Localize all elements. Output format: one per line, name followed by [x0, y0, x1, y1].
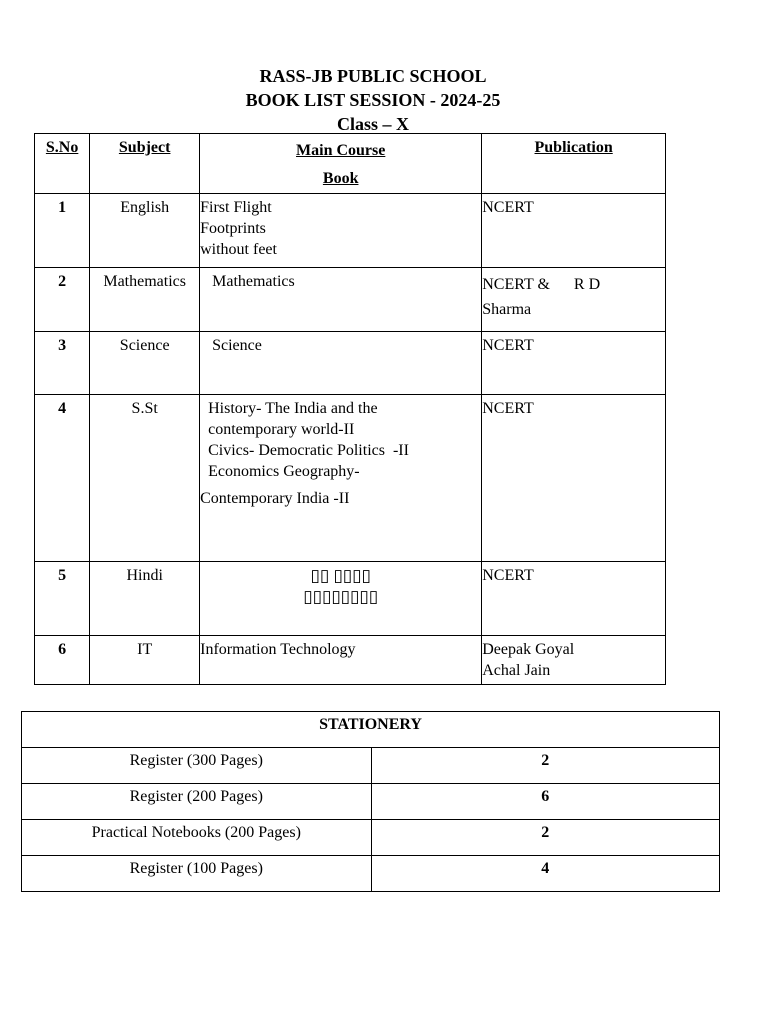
stationery-item: Register (100 Pages) — [22, 856, 372, 892]
table-row — [35, 332, 666, 395]
book-line-hindi: ▯▯▯▯▯▯▯▯ — [303, 587, 379, 606]
header-book-line1: Main Course — [296, 142, 386, 159]
row-publication — [482, 562, 666, 636]
book-line: Footprints — [200, 220, 266, 237]
stationery-row — [22, 820, 720, 856]
table-header-row — [35, 134, 666, 194]
row-sno: 1 — [35, 194, 90, 268]
row-publication — [482, 268, 666, 332]
row-book — [200, 268, 482, 332]
book-line-hindi: ▯▯ ▯▯▯▯ — [310, 566, 371, 585]
row-sno: 6 — [35, 636, 90, 685]
book-line: without feet — [200, 241, 277, 258]
stationery-qty: 6 — [371, 784, 719, 820]
stationery-row — [22, 784, 720, 820]
stationery-item: Register (200 Pages) — [22, 784, 372, 820]
book-line: History- The India and the — [208, 400, 378, 417]
session-title: BOOK LIST SESSION - 2024-25 — [245, 90, 501, 110]
row-sno: 3 — [35, 332, 90, 395]
row-publication — [482, 395, 666, 562]
table-row — [35, 395, 666, 562]
publication-line: Deepak Goyal — [482, 641, 575, 658]
header-main-course-book — [200, 134, 482, 194]
header-subject: Subject — [90, 134, 200, 194]
document-header — [0, 64, 746, 136]
class-title: Class – X — [336, 114, 409, 134]
row-subject: IT — [90, 636, 200, 685]
publication-line: NCERT — [482, 567, 534, 584]
book-list-table — [34, 133, 666, 685]
publication-line: Sharma — [482, 301, 532, 318]
publication-line: NCERT — [482, 337, 534, 354]
book-line: Science — [212, 337, 262, 354]
book-line: Contemporary India -II — [200, 490, 350, 507]
row-book — [200, 395, 482, 562]
row-subject: Hindi — [90, 562, 200, 636]
row-sno: 5 — [35, 562, 90, 636]
header-book-line2: Book — [322, 170, 359, 187]
stationery-row — [22, 856, 720, 892]
header-publication: Publication — [482, 134, 666, 194]
publication-line: Achal Jain — [482, 662, 551, 679]
publication-line: NCERT — [482, 400, 534, 417]
row-book — [200, 636, 482, 685]
table-row — [35, 562, 666, 636]
publication-line: NCERT — [482, 199, 534, 216]
row-subject: Mathematics — [90, 268, 200, 332]
stationery-qty: 4 — [371, 856, 719, 892]
table-row — [35, 268, 666, 332]
row-publication — [482, 332, 666, 395]
row-sno: 2 — [35, 268, 90, 332]
stationery-title: STATIONERY — [22, 712, 720, 748]
book-line: Civics- Democratic Politics -II — [208, 442, 409, 459]
row-subject: English — [90, 194, 200, 268]
stationery-item: Register (300 Pages) — [22, 748, 372, 784]
stationery-qty: 2 — [371, 748, 719, 784]
row-subject: Science — [90, 332, 200, 395]
row-sno: 4 — [35, 395, 90, 562]
row-publication — [482, 636, 666, 685]
row-publication — [482, 194, 666, 268]
school-name: RASS-JB PUBLIC SCHOOL — [259, 66, 487, 86]
book-line: Information Technology — [200, 641, 356, 658]
row-book — [200, 332, 482, 395]
stationery-row — [22, 748, 720, 784]
row-book — [200, 194, 482, 268]
table-row — [35, 636, 666, 685]
stationery-table — [21, 711, 720, 892]
stationery-qty: 2 — [371, 820, 719, 856]
book-line: First Flight — [200, 199, 272, 216]
row-subject: S.St — [90, 395, 200, 562]
book-line: Mathematics — [212, 273, 295, 290]
header-sno: S.No — [35, 134, 90, 194]
stationery-item: Practical Notebooks (200 Pages) — [22, 820, 372, 856]
row-book — [200, 562, 482, 636]
publication-line: NCERT & R D — [482, 276, 601, 293]
book-line: contemporary world-II — [208, 421, 355, 438]
table-row — [35, 194, 666, 268]
book-line: Economics Geography- — [208, 463, 360, 480]
stationery-title-row — [22, 712, 720, 748]
